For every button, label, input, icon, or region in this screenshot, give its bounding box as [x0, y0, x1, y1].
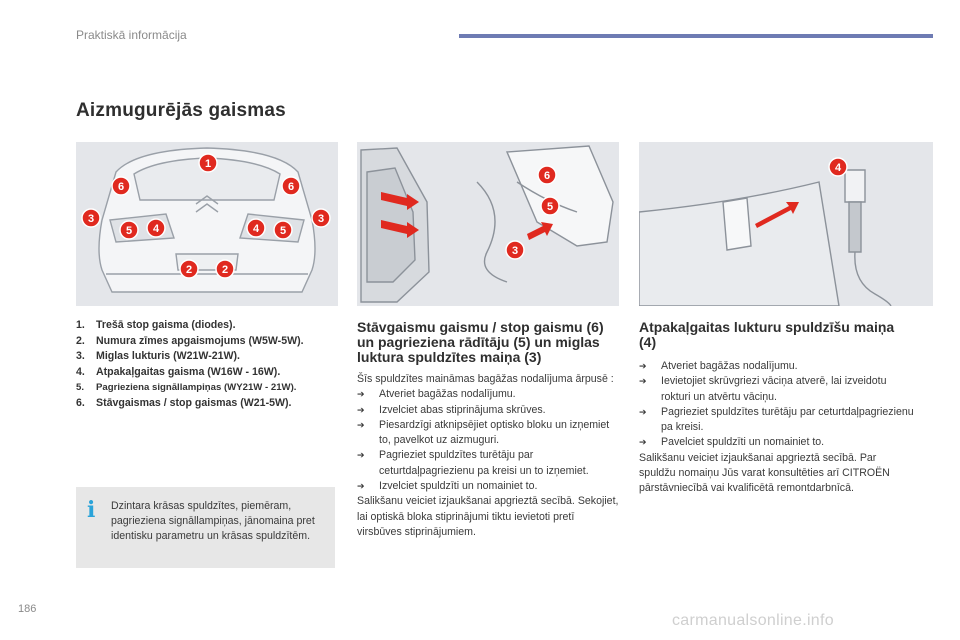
info-note-box — [76, 487, 335, 568]
section-outro: Salikšanu veiciet izjaukšanai apgrieztā secībā. Sekojiet, lai optiskā bloka stiprinājumi tiktu ievietoti pretī virsbūves stiprinājumiem. — [357, 495, 619, 538]
instruction-step — [357, 479, 619, 494]
instruction-step-text: Pagrieziet spuldzītes turētāju par ceturtdaļpagriezienu pa kreisi un to izņemiet. — [379, 449, 589, 477]
legend-item-number: 5. — [76, 382, 85, 393]
callout-1-label: 1 — [204, 158, 212, 170]
section-intro: Šīs spuldzītes maināmas bagāžas nodalījuma ārpusē : — [357, 373, 614, 385]
instruction-steps — [357, 387, 619, 494]
callout-5-label: 5 — [279, 225, 287, 237]
instruction-step-text: Pavelciet spuldzīti un nomainiet to. — [661, 436, 825, 449]
bullet-icon: ➔ — [357, 481, 365, 492]
reversing-lamp-callouts — [639, 142, 933, 306]
legend-item-text: Atpakaļgaitas gaisma (W16W - 16W). — [96, 365, 281, 378]
rear-lamp-section — [357, 320, 619, 540]
section-header: Praktiskā informācija — [76, 28, 187, 42]
callout-3-label: 3 — [511, 245, 519, 257]
bullet-icon: ➔ — [639, 437, 647, 448]
callout-6-label: 6 — [287, 181, 295, 193]
callout-3-label: 3 — [317, 213, 325, 225]
legend-item-text: Trešā stop gaisma (diodes). — [96, 319, 236, 331]
instruction-step — [639, 405, 914, 436]
bullet-icon: ➔ — [357, 450, 365, 461]
bullet-icon: ➔ — [639, 361, 647, 371]
instruction-step-text: Izvelciet abas stiprinājuma skrūves. — [379, 403, 546, 416]
legend-item-number: 6. — [76, 396, 85, 409]
instruction-steps — [639, 359, 914, 451]
callout-5-label: 5 — [125, 225, 133, 237]
page-number: 186 — [18, 603, 37, 615]
legend-item-text: Numura zīmes apgaismojums (W5W-5W). — [96, 334, 304, 347]
legend-item — [76, 396, 346, 412]
tail-lamp-illustration — [357, 142, 619, 306]
legend-item — [76, 334, 346, 350]
instruction-step — [357, 387, 619, 402]
callout-4-label: 4 — [834, 162, 842, 174]
watermark: carmanualsonline.info — [672, 612, 834, 629]
header-accent-bar — [459, 34, 933, 38]
legend-item-number: 1. — [76, 319, 85, 331]
tail-lamp-callouts — [357, 142, 619, 306]
callout-2 — [216, 260, 234, 278]
callout-3 — [82, 209, 100, 227]
reversing-lamp-section — [639, 320, 914, 497]
reversing-lamp-illustration — [639, 142, 933, 306]
section-heading: Stāvgaismu gaismu / stop gaismu (6) un pagrieziena rādītāju (5) un miglas luktura spuldzītes maiņa (3) — [357, 319, 604, 365]
callout-3 — [506, 241, 524, 259]
callout-6 — [112, 177, 130, 195]
instruction-step — [639, 374, 914, 405]
callout-3-label: 3 — [87, 213, 95, 225]
instruction-step-text: Atveriet bagāžas nodalījumu. — [379, 388, 516, 401]
legend-item-number: 4. — [76, 365, 85, 378]
instruction-step — [639, 359, 914, 374]
legend-item-text: Stāvgaismas / stop gaismas (W21-5W). — [96, 396, 292, 409]
callout-1 — [199, 154, 217, 172]
legend-item-number: 2. — [76, 334, 85, 347]
bullet-icon: ➔ — [357, 389, 365, 400]
callout-2-label: 2 — [221, 264, 229, 276]
legend-item — [76, 318, 346, 334]
instruction-step — [357, 403, 619, 418]
car-rear-callouts — [76, 142, 338, 306]
callout-6-label: 6 — [543, 170, 551, 182]
callout-6-label: 6 — [117, 181, 125, 193]
instruction-step-text: Piesardzīgi atknipsējiet optisko bloku un izņemiet to, pavelkot uz aizmuguri. — [379, 418, 610, 447]
car-rear-illustration — [76, 142, 338, 306]
instruction-step-text: Ievietojiet skrūvgriezi vāciņa atverē, lai izveidotu rokturi un atvērtu vāciņu. — [661, 375, 887, 403]
instruction-step-text: Atveriet bagāžas nodalījumu. — [661, 360, 798, 372]
instruction-step — [357, 418, 619, 449]
section-heading: Atpakaļgaitas lukturu spuldzīšu maiņa (4) — [639, 319, 895, 350]
callout-4 — [147, 219, 165, 237]
bulb-legend-list — [76, 318, 346, 411]
callout-6 — [538, 166, 556, 184]
callout-5 — [541, 197, 559, 215]
bullet-icon: ➔ — [357, 404, 365, 415]
legend-item-number: 3. — [76, 350, 85, 362]
callout-4-label: 4 — [252, 223, 260, 235]
legend-item — [76, 365, 346, 381]
callout-2 — [180, 260, 198, 278]
callout-3 — [312, 209, 330, 227]
callout-5 — [120, 221, 138, 239]
callout-4 — [247, 219, 265, 237]
callout-4-label: 4 — [152, 223, 160, 235]
callout-5-label: 5 — [546, 201, 554, 213]
bullet-icon: ➔ — [639, 406, 647, 417]
instruction-step-text: Izvelciet spuldzīti un nomainiet to. — [379, 480, 538, 493]
instruction-step — [357, 448, 619, 479]
bullet-icon: ➔ — [639, 376, 647, 387]
legend-item-text: Pagrieziena signāllampiņas (WY21W - 21W). — [96, 382, 297, 393]
callout-6 — [282, 177, 300, 195]
section-outro: Salikšanu veiciet izjaukšanai apgrieztā secībā. Par spuldžu nomaiņu Jūs varat konsultēties arī CITROËN pārstāvniecībā vai kvalificētā remontdarbnīcā. — [639, 451, 890, 495]
legend-item — [76, 380, 346, 396]
legend-item — [76, 349, 346, 365]
legend-item-text: Miglas lukturis (W21W-21W). — [96, 350, 240, 362]
callout-4 — [829, 158, 847, 176]
info-note-text: Dzintara krāsas spuldzītes, piemēram, pagrieziena signāllampiņas, jānomaina pret identisku parametru un krāsas spuldzītēm. — [111, 500, 315, 542]
info-icon: i — [87, 497, 96, 523]
callout-2-label: 2 — [185, 264, 193, 276]
callout-5 — [274, 221, 292, 239]
page-title: Aizmugurējās gaismas — [76, 100, 286, 121]
instruction-step — [639, 435, 914, 450]
instruction-step-text: Pagrieziet spuldzītes turētāju par ceturtdaļpagriezienu pa kreisi. — [661, 405, 914, 434]
bullet-icon: ➔ — [357, 419, 365, 430]
